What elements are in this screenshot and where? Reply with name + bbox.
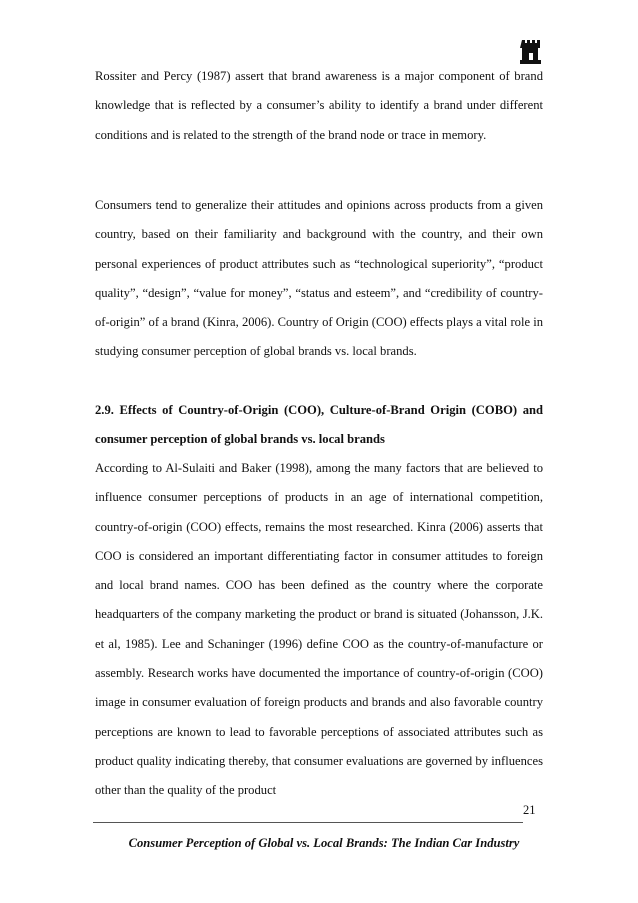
- paragraph-brand-awareness: Rossiter and Percy (1987) assert that brand awareness is a major component of brand knowledge that is reflected by a consumer’s ability to identify a brand under different conditions and is related to the strength of the brand node or trace in memory.: [95, 69, 543, 142]
- footer-title: Consumer Perception of Global vs. Local Brands: The Indian Car Industry: [128, 836, 520, 850]
- paragraph-country-attitudes: Consumers tend to generalize their attitudes and opinions across products from a given country, based on their familiarity and background with the country, and their own personal experiences of product attributes such as “technological superiority”, “product quality”, “design”, “value for money”, “status and esteem”, and “credibility of country-of-origin” of a brand (Kinra, 2006). Country of Origin (COO) effects plays a vital role in studying consumer perception of global brands vs. local brands.: [95, 198, 543, 359]
- section-heading: 2.9. Effects of Country-of-Origin (COO), Culture-of-Brand Origin (COBO) and consumer perception of global brands vs. local brands: [95, 403, 543, 447]
- footer-divider: [93, 822, 523, 823]
- page-number: 21: [523, 803, 536, 817]
- paragraph-coo-effects: According to Al-Sulaiti and Baker (1998), among the many factors that are believed to influence consumer perceptions of products in an age of international competition, country-of-origin (COO) effects, remains the most researched. Kinra (2006) asserts that COO is considered an important differentiating factor in consumer attitudes to foreign and local brand names. COO has been defined as the country where the corporate headquarters of the company marketing the product or brand is situated (Johansson, J.K. et al, 1985). Lee and Schaninger (1996) define COO as the country-of-manufacture or assembly. Research works have documented the importance of country-of-origin (COO) image in consumer evaluation of foreign products and brands and also favorable country perceptions are known to lead to favorable perceptions of associated attributes such as product quality indicating thereby, that consumer evaluations are governed by influences other than the quality of the product: [95, 461, 543, 798]
